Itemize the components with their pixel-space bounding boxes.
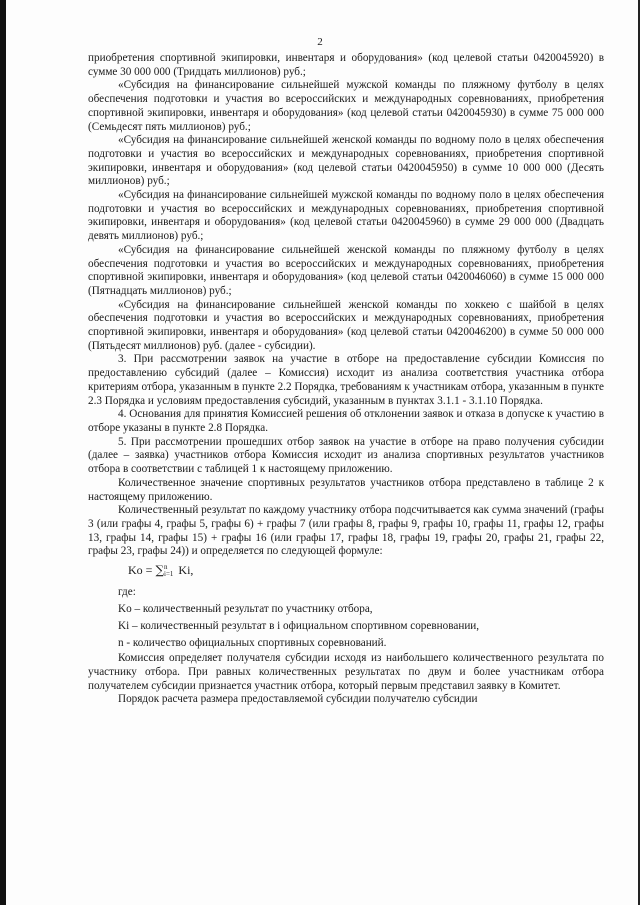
sum-upper: n [164, 563, 168, 572]
paragraph: Комиссия определяет получателя субсидии исходя из наибольшего количественного результата по участнику отбора. При равных количественных результатах по двум и более участникам отбора получателем субсидии признается участник отбора, который первым представил заявку в Комитет. [88, 652, 604, 692]
paragraph: «Субсидия на финансирование сильнейшей мужской команды по водному поло в целях обеспечения подготовки и участия во всероссийских и международных соревнованиях, приобретения спортивной экипировки, инвентаря и оборудования» (код целевой статьи 0420045960) в сумме 29 000 000 (Двадцать девять миллионов) руб.; [88, 189, 604, 243]
formula-rhs: Ki, [175, 563, 194, 578]
paragraph: Порядок расчета размера предоставляемой субсидии получателю субсидии [118, 693, 478, 706]
formula [88, 562, 604, 578]
formula-lhs: Ko = [128, 563, 156, 578]
definition: n - количество официальных спортивных соревнований. [118, 637, 387, 650]
paragraph: 3. При рассмотрении заявок на участие в отборе на предоставление субсидии Комиссия по предоставлению субсидий (далее – Комиссия) исходит из анализа соответствия участника отбора критериям отбора, указанным в пункте 2.2 Порядка, требованиям к участникам отбора, указанным в пункте 2.3 Порядка и условиям предоставления субсидий, указанным в пунктах 3.1.1 - 3.1.10 Порядка. [88, 353, 604, 407]
sum-lower: i=1 [164, 570, 174, 579]
where-label: где: [118, 586, 136, 599]
paragraph: 5. При рассмотрении прошедших отбор заявок на участие в отборе на право получения субсидии (далее – заявка) участников отбора Комиссия исходит из анализа спортивных результатов участников отбора в соответствии с таблицей 1 к настоящему приложению. [88, 435, 604, 476]
definition: Ki – количественный результат в i официальном спортивном соревновании, [118, 620, 480, 633]
document-body [88, 52, 604, 707]
paragraph: «Субсидия на финансирование сильнейшей женской команды по пляжному футболу в целях обеспечения подготовки и участия во всероссийских и международных соревнованиях, приобретения спортивной экипировки, инвентаря и оборудования» (код целевой статьи 0420046060) в сумме 15 000 000 (Пятнадцать миллионов) руб.; [88, 243, 604, 297]
paragraph: «Субсидия на финансирование сильнейшей женской команды по хоккею с шайбой в целях обеспечения подготовки и участия во всероссийских и международных соревнованиях, приобретения спортивной экипировки, инвентаря и оборудования» (код целевой статьи 0420046200) в сумме 50 000 000 (Пятьдесят миллионов) руб. (далее - субсидии). [88, 298, 604, 352]
sum-symbol: ∑ [155, 563, 165, 578]
paragraph: приобретения спортивной экипировки, инвентаря и оборудования» (код целевой статьи 0420045920) в сумме 30 000 000 (Тридцать миллионов) руб.; [88, 52, 604, 78]
paragraph: Количественный результат по каждому участнику отбора подсчитывается как сумма значений (графы 3 (или графы 4, графы 5, графы 6) + графы 7 (или графы 8, графы 9, графы 10, графы 11, графы 12, графы 13, графы 14, графы 15) + графы 16 (или графы 17, графы 18, графы 19, графы 20, графы 21, графы 22, графы 23, графы 24)) и определяется по следующей формуле: [88, 504, 604, 558]
page-number: 2 [317, 36, 323, 48]
paragraph: «Субсидия на финансирование сильнейшей женской команды по водному поло в целях обеспечения подготовки и участия во всероссийских и международных соревнованиях, приобретения спортивной экипировки, инвентаря и оборудования» (код целевой статьи 0420045950) в сумме 10 000 000 (Десять миллионов) руб.; [88, 134, 604, 188]
paragraph: Количественное значение спортивных результатов участников отбора представлено в таблице 2 к настоящему приложению. [88, 476, 604, 503]
sum-limits [164, 564, 173, 578]
scan-edge-left [0, 0, 6, 905]
definition: Ko – количественный результат по участнику отбора, [118, 603, 373, 616]
paragraph: «Субсидия на финансирование сильнейшей мужской команды по пляжному футболу в целях обеспечения подготовки и участия во всероссийских и международных соревнованиях, приобретения спортивной экипировки, инвентаря и оборудования» (код целевой статьи 0420045930) в сумме 75 000 000 (Семьдесят пять миллионов) руб.; [88, 79, 604, 133]
paragraph: 4. Основания для принятия Комиссией решения об отклонении заявок и отказа в допуске к участию в отборе указаны в пункте 2.8 Порядка. [88, 408, 604, 434]
